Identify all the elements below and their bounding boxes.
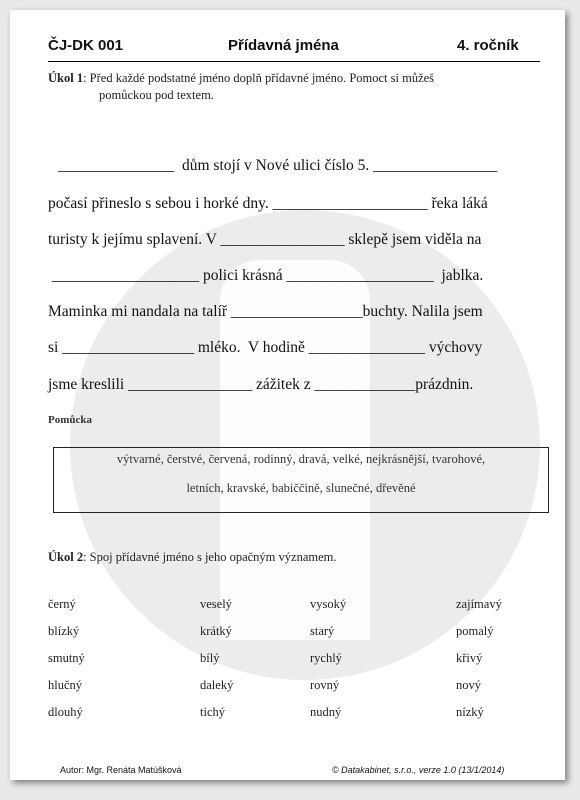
word: veselý <box>200 597 232 611</box>
task2-label: Úkol 2 <box>48 550 84 564</box>
word: rychlý <box>310 651 342 665</box>
word: rovný <box>310 678 340 692</box>
task1-text-line2: pomůckou pod textem. <box>99 88 214 102</box>
worksheet-page <box>10 10 565 780</box>
footer-author: Autor: Mgr. Renáta Matúšková <box>60 765 182 775</box>
exercise-line-4: ___________________ polici krásná ___________________ jablka. <box>48 267 484 284</box>
task1-label: Úkol 1 <box>48 71 84 85</box>
word: vysoký <box>310 597 347 611</box>
word: blízký <box>48 624 80 638</box>
word: pomalý <box>456 624 494 638</box>
footer-copyright: © Datakabinet, s.r.o., verze 1.0 (13/1/2014) <box>332 765 505 775</box>
word-column-4 <box>456 597 502 732</box>
word: křivý <box>456 651 483 665</box>
word: bílý <box>200 651 220 665</box>
exercise-line-6: si _________________ mléko. V hodině _______________ výchovy <box>48 339 483 356</box>
exercise-line-7: jsme kreslili ________________ zážitek z _____________prázdnin. <box>48 376 474 393</box>
hint-words-line2: letních, kravské, babiččině, slunečné, dřevěné <box>186 481 416 495</box>
word: smutný <box>48 651 85 665</box>
exercise-line-3: turisty k jejímu splavení. V ________________ sklepě jsem viděla na <box>48 231 482 248</box>
word: tichý <box>200 705 225 719</box>
grade-label: 4. ročník <box>457 37 519 54</box>
word: starý <box>310 624 335 638</box>
header-divider <box>48 61 540 62</box>
word: nudný <box>310 705 342 719</box>
hint-label: Pomůcka <box>48 414 92 426</box>
word: hlučný <box>48 678 83 692</box>
task2-instructions <box>48 549 337 566</box>
word: krátký <box>200 624 232 638</box>
exercise-line-1: _______________ dům stojí v Nové ulici číslo 5. ________________ <box>58 157 498 174</box>
hint-words-line1: výtvarné, čerstvé, červená, rodinný, dravá, velké, nejkrásnější, tvarohové, <box>116 452 486 466</box>
word: zajímavý <box>456 597 502 611</box>
word: daleký <box>200 678 234 692</box>
word-column-3 <box>310 597 346 732</box>
exercise-line-2: počasí přineslo s sebou i horké dny. ____________________ řeka láká <box>48 195 488 212</box>
word: nový <box>456 678 481 692</box>
word: dlouhý <box>48 705 83 719</box>
word: nízký <box>456 705 484 719</box>
task2-text: : Spoj přídavné jméno s jeho opačným významem. <box>83 550 337 564</box>
word: černý <box>48 597 76 611</box>
task1-text-line1: : Před každé podstatné jméno doplň přídavné jméno. Pomoct si můžeš <box>83 71 435 85</box>
page-title: Přídavná jména <box>228 37 339 54</box>
word-column-1 <box>48 597 85 732</box>
word-column-2 <box>200 597 233 732</box>
worksheet-code: ČJ-DK 001 <box>48 37 124 54</box>
task1-instructions <box>48 70 543 87</box>
hint-box <box>53 447 549 513</box>
exercise-line-5: Maminka mi nandala na talíř _________________buchty. Nalila jsem <box>48 303 483 320</box>
